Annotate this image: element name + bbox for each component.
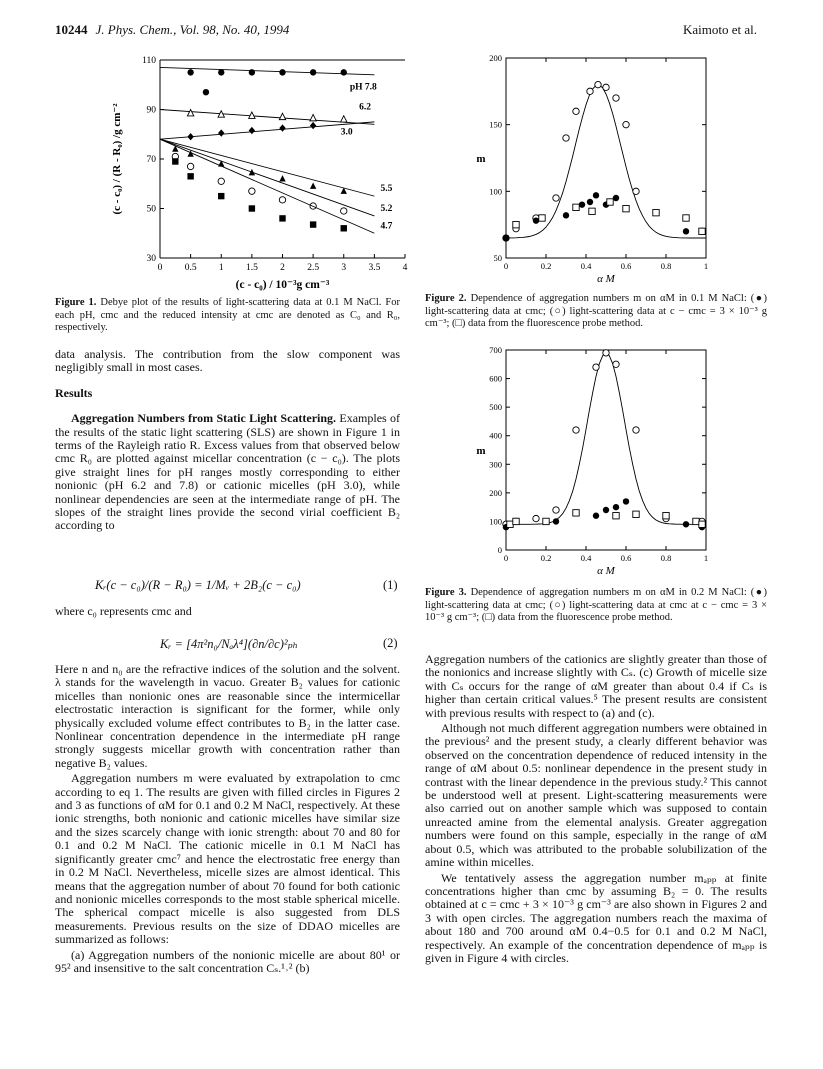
data-point: [249, 188, 255, 194]
data-point: [613, 513, 619, 519]
data-point: [613, 195, 619, 201]
y-tick-label: 110: [142, 56, 156, 66]
y-tick-label: 100: [489, 186, 502, 197]
data-point: [613, 95, 619, 101]
left-paragraph-1: data analysis. The contribution from the slow component was negligibly small in most cases.: [55, 347, 400, 375]
data-point: [341, 225, 347, 231]
data-point: [573, 204, 579, 210]
section-heading-results: Results: [55, 385, 93, 400]
figure-3-caption-label: Figure 3.: [425, 587, 467, 598]
y-tick-label: 200: [489, 53, 502, 63]
data-point: [507, 521, 513, 527]
x-tick-label: 0.4: [580, 261, 592, 271]
figure-1-debye-plot: [100, 50, 408, 300]
data-point: [613, 504, 619, 510]
equation-2-number: (2): [383, 636, 398, 650]
data-point: [187, 110, 193, 116]
data-point: [573, 510, 579, 516]
data-point: [341, 208, 347, 214]
figure-3-aggregation-plot: [470, 342, 730, 582]
series-label: 6.2: [359, 102, 371, 113]
data-point: [579, 201, 585, 207]
x-tick-label: 4: [402, 263, 408, 273]
figure-2-caption-text: Dependence of aggregation numbers m on αM in 0.1 M NaCl: (●) light-scattering data at cmc; (○) light-scattering data at c − cmc = 3 × 10⁻³ g cm⁻³; (□) data from the fluorescence probe method.: [425, 293, 768, 329]
left-paragraph-2: [55, 412, 400, 533]
left-paragraph-5: Aggregation numbers m were evaluated by extrapolation to cmc according to eq 1. The results are given with filled circles in Figures 2 and 3 as functions of αM for 0.1 and 0.2 M NaCl, respectively. At these ionic strengths, both nonionic and cationic micelles have similar size and the sizes scarcely change with ionic strength: about 70 and 80 for 0.1 and 0.2 M NaCl. The cationic micelle in 0.1 M NaCl has significantly greater cmc⁷ and hence the electrostatic free energy than in 0.2 M NaCl. Nevertheless, micelle sizes are almost identical. This means that the aggregation number of about 70 found for both cationic and nonionic micelles corresponds to the most stable spherical micelle. The spherical compact micelle is also suggested from DLS measurements. Previous results on the size of DDAO micelles are summarized as follows:: [55, 771, 400, 947]
data-point: [595, 81, 601, 87]
y-tick-label: 600: [489, 373, 502, 384]
y-tick-label: 300: [489, 459, 502, 470]
data-point: [249, 205, 255, 211]
y-axis-label: m: [476, 153, 486, 165]
data-point: [218, 69, 224, 75]
data-point: [607, 199, 613, 205]
x-axis-label: (c - c₀) / 10⁻³g cm⁻³: [235, 279, 330, 291]
x-axis-label: α M: [597, 273, 615, 285]
data-point: [310, 114, 316, 120]
series-label: 4.7: [380, 221, 393, 232]
data-point: [249, 127, 255, 134]
data-point: [553, 195, 559, 201]
x-tick-label: 1: [703, 261, 709, 271]
data-point: [218, 129, 224, 136]
figure-2-caption-label: Figure 2.: [425, 293, 467, 304]
series-label: 5.5: [380, 184, 393, 195]
data-point: [623, 205, 629, 211]
data-point: [310, 221, 316, 227]
data-point: [593, 192, 599, 198]
equation-2: Kᵣ = [4π²n₀/Nₐλ⁴](∂n/∂c)²ₚₕ: [160, 637, 299, 651]
data-point: [187, 133, 193, 140]
data-point: [587, 199, 593, 205]
y-tick-label: 200: [489, 487, 502, 498]
data-point: [623, 498, 629, 504]
page-number: 10244: [55, 22, 88, 37]
y-tick-label: 700: [489, 345, 502, 355]
data-point: [693, 518, 699, 524]
data-point: [533, 515, 539, 521]
journal-citation: J. Phys. Chem., Vol. 98, No. 40, 1994: [95, 22, 290, 37]
y-tick-label: 500: [489, 402, 502, 413]
subsection-heading: Aggregation Numbers from Static Light Scattering.: [71, 411, 337, 426]
fit-line: [160, 139, 374, 233]
y-tick-label: 100: [489, 516, 502, 527]
data-point: [513, 221, 519, 227]
data-point: [633, 427, 639, 433]
data-point: [249, 112, 255, 118]
x-tick-label: 3: [341, 263, 347, 273]
data-point: [603, 350, 609, 356]
left-paragraph-2-text: Examples of the results of the static light scattering (SLS) are shown in Figure 1 in terms of the Rayleigh ratio R. Excess values from that observed below cmc R₀ are plotted against micellar concentration (c − c₀). The plots give straight lines for pH ranges mostly corresponding to either nonionic (pH 6.2 and 7.8) or cationic micelles (pH 3.0), while nonlinear dependencies are seen at the intermediate range of pH. The slopes of the straight lines provide the second virial coefficient B₂ according to: [55, 411, 400, 533]
figure-2-aggregation-plot: [470, 50, 730, 290]
data-point: [172, 158, 178, 164]
data-point: [683, 521, 689, 527]
data-point: [218, 178, 224, 184]
right-column-text: [425, 653, 767, 967]
x-tick-label: 0.6: [620, 553, 632, 563]
data-point: [279, 175, 285, 181]
data-point: [623, 121, 629, 127]
left-paragraph-6: (a) Aggregation numbers of the nonionic micelle are about 80¹ or 95² and insensitive to the salt concentration Cₛ.¹˒² (b): [55, 947, 400, 975]
data-point: [633, 511, 639, 517]
data-point: [589, 208, 595, 214]
data-point: [279, 69, 285, 75]
data-point: [341, 69, 347, 75]
data-point: [249, 69, 255, 75]
data-point: [699, 521, 705, 527]
left-column-lower: [55, 663, 400, 977]
data-point: [503, 235, 509, 241]
left-column-upper: [55, 348, 400, 535]
data-point: [513, 518, 519, 524]
fit-curve: [506, 353, 706, 524]
y-tick-label: 400: [489, 430, 502, 441]
equation-1-number: (1): [383, 578, 398, 592]
figure-1-caption: [55, 297, 400, 335]
x-tick-label: 3.5: [368, 263, 381, 273]
data-point: [593, 364, 599, 370]
right-paragraph-3: We tentatively assess the aggregation number mₐₚₚ at finite concentrations higher than cmc by assuming B₂ = 0. The results obtained at c = cmc + 3 × 10⁻³ g cm⁻³ are also shown in Figures 2 and 3 with open circles. The aggregation numbers reach the maxima of about 180 and 700 around αM 0.4−0.5 for 0.1 and 0.2 M NaCl, respectively. An example of the concentration dependence of mₐₚₚ is given in Figure 4 with circles.: [425, 870, 767, 965]
figure-1-caption-label: Figure 1.: [55, 297, 97, 308]
y-tick-label: 50: [493, 253, 502, 263]
data-point: [587, 88, 593, 94]
figure-1-caption-text: Debye plot of the results of light-scattering data at 0.1 M NaCl. For each pH, cmc and the reduced intensity at cmc are denoted as C₀ and R₀, respectively.: [55, 297, 400, 333]
data-point: [203, 89, 209, 95]
data-point: [279, 197, 285, 203]
data-point: [279, 124, 285, 131]
data-point: [573, 108, 579, 114]
data-point: [633, 188, 639, 194]
x-tick-label: 2.5: [307, 263, 320, 273]
data-point: [593, 513, 599, 519]
x-axis-label: α M: [597, 565, 615, 577]
x-tick-label: 0.6: [620, 261, 632, 271]
data-point: [683, 215, 689, 221]
right-paragraph-1: Aggregation numbers of the cationics are slightly greater than those of the nonionics and increase slightly with Cₛ. (c) Growth of micelle size with Cₛ occurs for the range of αM greater than about 0.4 if Cₛ is higher than certain critical values.⁵ The present results are consistent with previous results with respect to (a) and (c).: [425, 652, 767, 720]
data-point: [187, 69, 193, 75]
data-point: [699, 228, 705, 234]
data-point: [187, 163, 193, 169]
y-tick-label: 150: [489, 119, 502, 130]
data-point: [603, 84, 609, 90]
left-paragraph-4: Here n and n₀ are the refractive indices of the solution and the solvent. λ stands for the wavelength in vacuo. Greater B₂ values for cationic micelles than nonionic ones are reasonable since the intermicellar electrostatic interaction is significant for the former, while only physically excluded volume effect contributes to B₂ in the latter case. Nonlinear concentration dependence in the intermediate pH range strongly suggests micellar growth with concentration rather than negative B₂ values.: [55, 662, 400, 770]
data-point: [187, 173, 193, 179]
figure-3-caption-text: Dependence of aggregation numbers m on αM in 0.2 M NaCl: (●) light-scattering data at cmc; (○) light-scattering data at cmc at c − cmc = 3 × 10⁻³ g cm⁻³; (□) data from the fluorescence probe method.: [425, 587, 768, 623]
y-axis-label: m: [476, 445, 486, 457]
data-point: [663, 513, 669, 519]
x-tick-label: 0.4: [580, 553, 592, 563]
data-point: [683, 228, 689, 234]
data-point: [539, 215, 545, 221]
series-label: pH 7.8: [349, 82, 377, 93]
running-header-authors: Kaimoto et al.: [682, 22, 757, 37]
running-header: [55, 22, 289, 38]
data-point: [563, 212, 569, 218]
data-point: [543, 518, 549, 524]
series-label: 3.0: [340, 127, 353, 138]
x-tick-label: 1: [218, 263, 224, 273]
x-tick-label: 0: [503, 261, 509, 271]
data-point: [310, 183, 316, 189]
data-point: [279, 215, 285, 221]
series-label: 5.2: [380, 203, 393, 214]
data-point: [573, 427, 579, 433]
data-point: [279, 113, 285, 119]
data-point: [341, 116, 347, 122]
y-tick-label: 50: [146, 204, 156, 215]
data-point: [218, 193, 224, 199]
figure-2-caption: [425, 293, 767, 331]
data-point: [533, 217, 539, 223]
y-tick-label: 0: [497, 545, 502, 555]
right-paragraph-2: Although not much different aggregation numbers were obtained in the previous² and the present study, a clearly different behavior was observed on the concentration dependence of reduced intensity in the range of αM about 0.5: nonlinear dependence in the present study in contrast with the linear dependence in the previous study.² This cannot be understood well at present. Light-scattering measurements were also carried out on another sample which was supposed to contain unreacted amine from the elemental analysis. Greater aggregation numbers were found on this sample, especially in the range of αM about 0.5, which was attributed to the probable solubilization of the amine within micelles.: [425, 721, 767, 870]
data-point: [310, 69, 316, 75]
data-point: [653, 209, 659, 215]
x-tick-label: 0: [157, 263, 163, 273]
y-tick-label: 30: [146, 254, 156, 264]
figure-3-caption: [425, 587, 767, 625]
left-paragraph-3: where c₀ represents cmc and: [55, 604, 192, 618]
x-tick-label: 1: [703, 553, 709, 563]
x-tick-label: 0.5: [184, 263, 197, 273]
data-point: [603, 507, 609, 513]
data-point: [310, 122, 316, 129]
x-tick-label: 0.8: [660, 261, 672, 271]
equation-1: Kᵣ(c − c₀)/(R − R₀) = 1/Mᵥ + 2B₂(c − c₀): [95, 578, 301, 592]
y-axis-label: (c - c₀) / (R - R₀) /g cm⁻²: [111, 103, 123, 215]
x-tick-label: 0.2: [540, 261, 552, 271]
x-tick-label: 2: [280, 263, 285, 273]
data-point: [553, 518, 559, 524]
x-tick-label: 0.8: [660, 553, 672, 563]
x-tick-label: 0: [503, 553, 509, 563]
y-tick-label: 70: [146, 155, 156, 165]
y-tick-label: 90: [146, 105, 156, 116]
data-point: [613, 361, 619, 367]
x-tick-label: 0.2: [540, 553, 552, 563]
data-point: [563, 135, 569, 141]
x-tick-label: 1.5: [245, 263, 258, 273]
data-point: [553, 507, 559, 513]
